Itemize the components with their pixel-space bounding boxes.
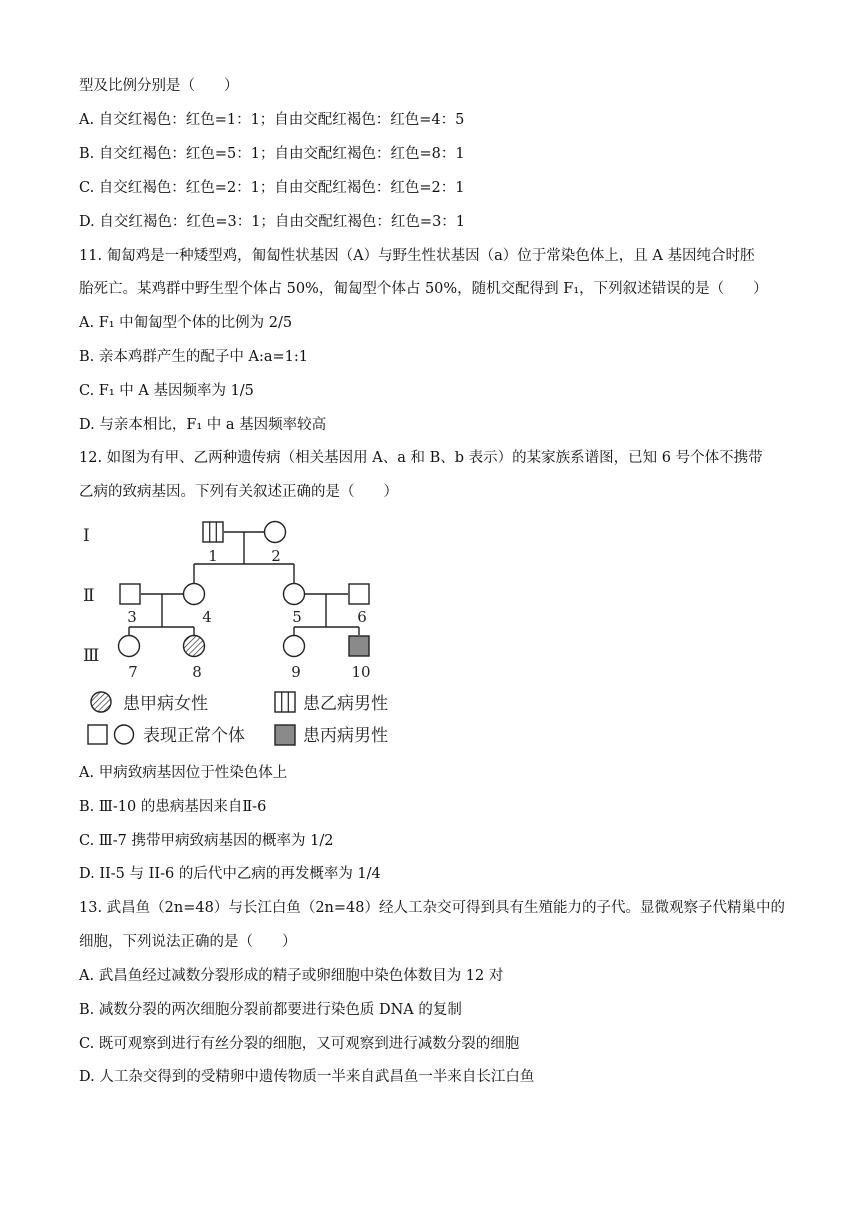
pedigree-individual-6 xyxy=(349,584,369,604)
pedigree-individual-3 xyxy=(120,584,140,604)
q12-option-c: C. Ⅲ-7 携带甲病致病基因的概率为 1/2 xyxy=(79,833,334,849)
legend-normal-female-symbol xyxy=(115,725,134,744)
q11-option-b: B. 亲本鸡群产生的配子中 A:a=1:1 xyxy=(79,349,308,365)
q10-stem-tail: 型及比例分别是（ ） xyxy=(79,78,239,94)
generation-label-1: Ⅰ xyxy=(83,526,90,546)
pedigree-number: 6 xyxy=(357,608,367,626)
pedigree-number: 8 xyxy=(192,663,202,681)
q13-stem-line1: 13. 武昌鱼（2n=48）与长江白鱼（2n=48）经人工杂交可得到具有生殖能力的子代。显微观察子代精巢中的 xyxy=(79,900,785,916)
pedigree-diagram xyxy=(79,515,409,750)
q11-option-a: A. F₁ 中匍匐型个体的比例为 2/5 xyxy=(79,315,293,331)
q11-option-c: C. F₁ 中 A 基因频率为 1/5 xyxy=(79,383,254,399)
legend-bing-male-label: 患丙病男性 xyxy=(303,726,388,746)
legend-normal-male-symbol xyxy=(88,725,107,744)
q13-option-a: A. 武昌鱼经过减数分裂形成的精子或卵细胞中染色体数目为 12 对 xyxy=(79,968,504,984)
q12-stem-line2: 乙病的致病基因。下列有关叙述正确的是（ ） xyxy=(79,484,398,500)
pedigree-individual-5 xyxy=(284,584,305,605)
legend-yi-male-symbol xyxy=(275,692,295,712)
pedigree-number: 10 xyxy=(351,663,371,681)
q12-stem-line1: 12. 如图为有甲、乙两种遗传病（相关基因用 A、a 和 B、b 表示）的某家族系谱图，已知 6 号个体不携带 xyxy=(79,450,763,466)
pedigree-individual-4 xyxy=(184,584,205,605)
q10-option-b: B. 自交红褐色：红色=5：1；自由交配红褐色：红色=8：1 xyxy=(79,146,465,162)
pedigree-individual-10 xyxy=(349,636,369,656)
q10-option-a: A. 自交红褐色：红色=1：1；自由交配红褐色：红色=4：5 xyxy=(79,112,465,128)
q13-option-d: D. 人工杂交得到的受精卵中遗传物质一半来自武昌鱼一半来自长江白鱼 xyxy=(79,1069,535,1085)
q12-option-b: B. Ⅲ-10 的患病基因来自Ⅱ-6 xyxy=(79,799,267,815)
legend-yi-male-label: 患乙病男性 xyxy=(303,694,388,714)
generation-label-3: Ⅲ xyxy=(83,646,100,666)
q13-option-c: C. 既可观察到进行有丝分裂的细胞，又可观察到进行减数分裂的细胞 xyxy=(79,1036,520,1052)
pedigree-number: 2 xyxy=(271,547,281,565)
pedigree-number: 7 xyxy=(128,663,138,681)
pedigree-number: 5 xyxy=(292,608,302,626)
legend-jia-female-symbol xyxy=(91,692,111,712)
q11-stem-line2: 胎死亡。某鸡群中野生型个体占 50%，匍匐型个体占 50%，随机交配得到 F₁，下列叙述错误的是（ ） xyxy=(79,281,768,297)
q11-stem-line1: 11. 匍匐鸡是一种矮型鸡，匍匐性状基因（A）与野生性状基因（a）位于常染色体上，且 A 基因纯合时胚 xyxy=(79,248,755,264)
generation-label-2: Ⅱ xyxy=(83,586,95,606)
pedigree-number: 9 xyxy=(291,663,301,681)
pedigree-number: 1 xyxy=(208,547,218,565)
pedigree-number: 3 xyxy=(127,608,137,626)
q11-option-d: D. 与亲本相比，F₁ 中 a 基因频率较高 xyxy=(79,417,327,433)
pedigree-legend xyxy=(88,692,388,746)
q13-stem-line2: 细胞，下列说法正确的是（ ） xyxy=(79,934,297,950)
legend-bing-male-symbol xyxy=(275,725,295,745)
pedigree-individual-8 xyxy=(184,636,205,657)
q10-option-d: D. 自交红褐色：红色=3：1；自由交配红褐色：红色=3：1 xyxy=(79,214,466,230)
q10-option-c: C. 自交红褐色：红色=2：1；自由交配红褐色：红色=2：1 xyxy=(79,180,465,196)
pedigree-individual-7 xyxy=(119,636,140,657)
legend-jia-female-label: 患甲病女性 xyxy=(123,694,208,714)
pedigree-individual-1 xyxy=(203,522,223,542)
q12-option-d: D. II-5 与 II-6 的后代中乙病的再发概率为 1/4 xyxy=(79,866,381,882)
pedigree-individual-9 xyxy=(284,636,305,657)
pedigree-individual-2 xyxy=(265,522,286,543)
pedigree-number: 4 xyxy=(202,608,212,626)
q12-option-a: A. 甲病致病基因位于性染色体上 xyxy=(79,765,288,781)
legend-normal-label: 表现正常个体 xyxy=(143,726,245,746)
q13-option-b: B. 减数分裂的两次细胞分裂前都要进行染色质 DNA 的复制 xyxy=(79,1002,462,1018)
